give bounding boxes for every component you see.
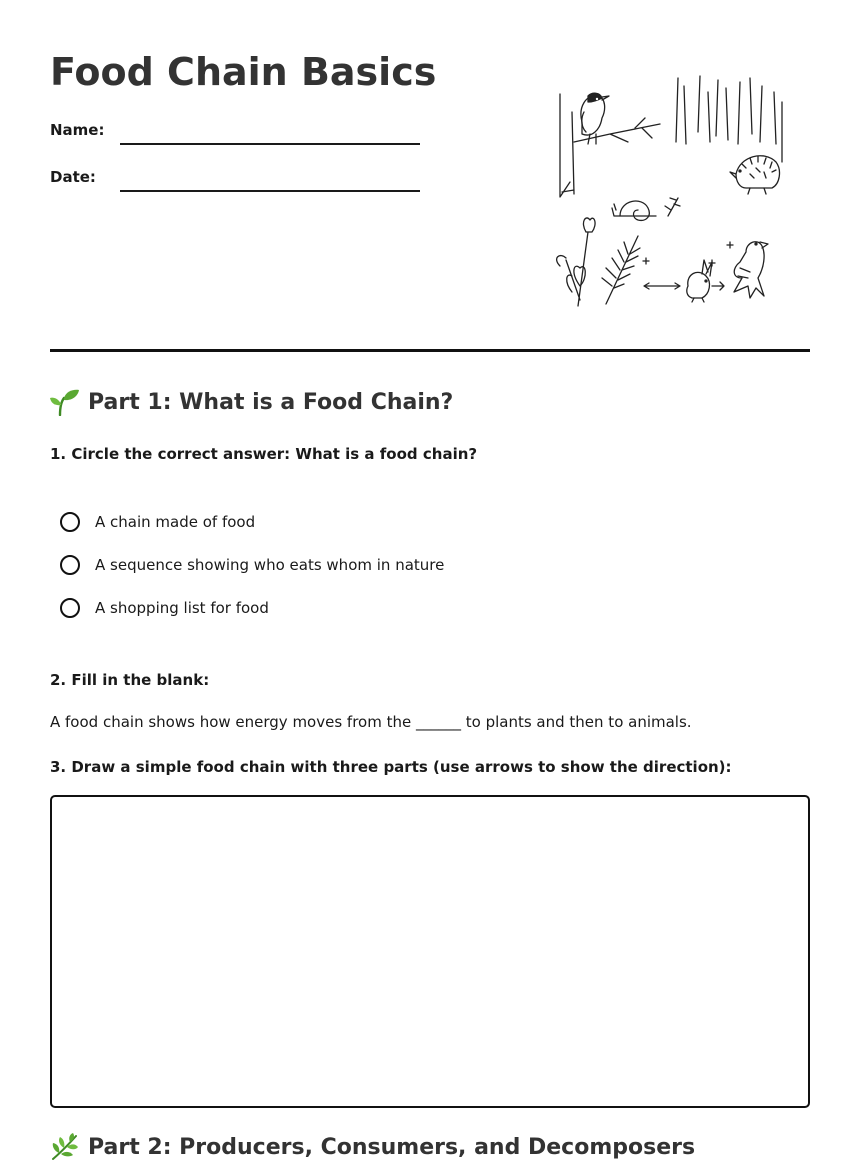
q1-option-1[interactable] [60,512,255,532]
food-chain-illustration [550,72,790,312]
name-field[interactable] [120,143,420,145]
part2-heading-text: Part 2: Producers, Consumers, and Decomposers [88,1134,696,1160]
option-label: A sequence showing who eats whom in nature [95,556,445,574]
option-label: A chain made of food [95,513,256,531]
question-1-prompt: 1. Circle the correct answer: What is a food chain? [50,445,478,463]
date-label: Date: [50,168,96,186]
part1-heading-text: Part 1: What is a Food Chain? [88,389,454,415]
herb-icon [50,1133,80,1161]
q1-option-3[interactable] [60,598,269,618]
question-3-prompt: 3. Draw a simple food chain with three parts (use arrows to show the direction): [50,758,732,776]
question-2-sentence: A food chain shows how energy moves from the ______ to plants and then to animals. [50,713,692,731]
part1-heading [50,388,453,416]
option-circle[interactable] [60,555,80,575]
header-divider [50,349,810,352]
date-field[interactable] [120,190,420,192]
name-label: Name: [50,121,105,139]
drawing-area[interactable] [50,795,810,1108]
part2-heading [50,1133,695,1161]
q1-option-2[interactable] [60,555,444,575]
option-circle[interactable] [60,598,80,618]
question-2-prompt: 2. Fill in the blank: [50,671,210,689]
seedling-icon [50,388,80,416]
option-circle[interactable] [60,512,80,532]
page-title: Food Chain Basics [50,50,437,94]
option-label: A shopping list for food [95,599,269,617]
